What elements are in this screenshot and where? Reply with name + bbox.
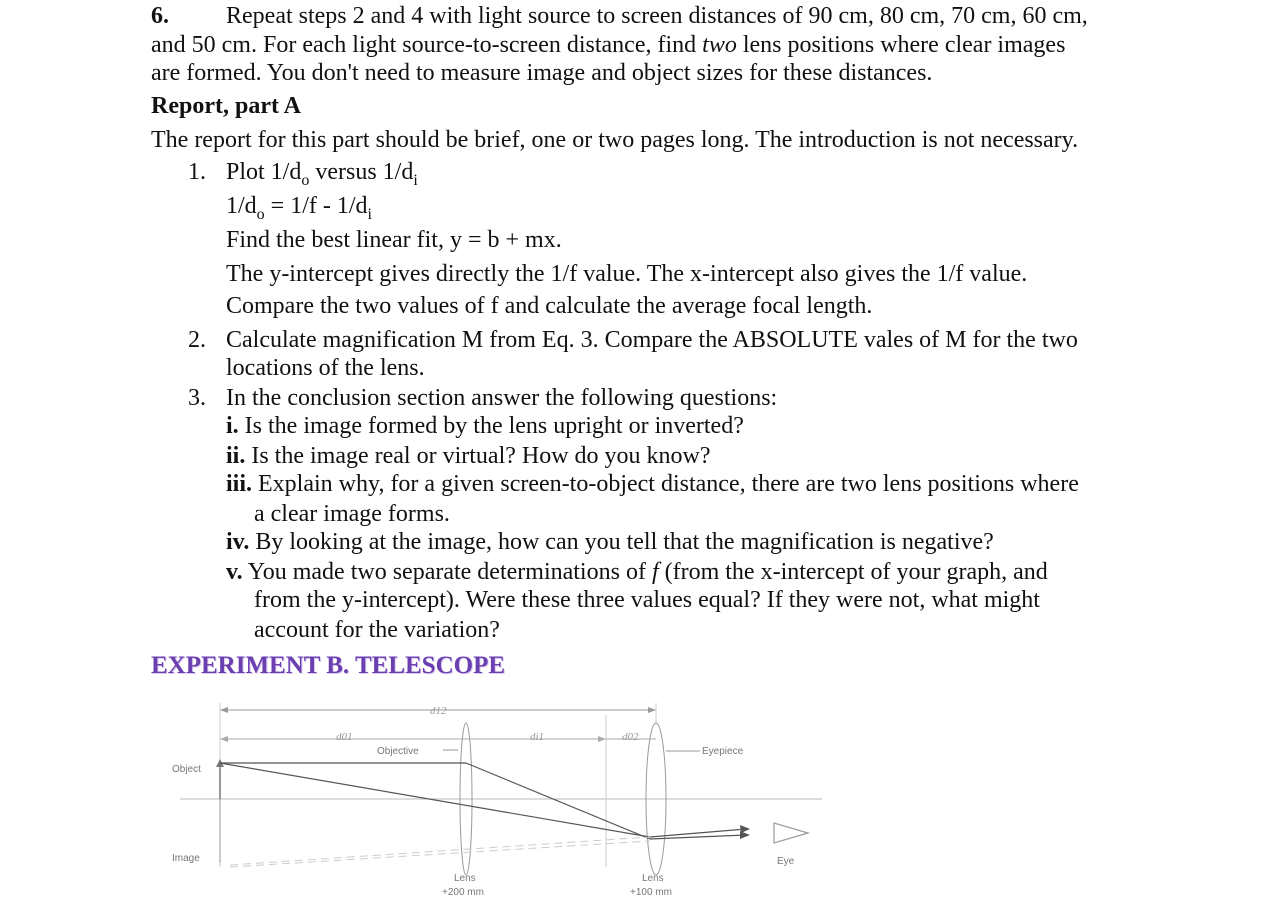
item2-line2: locations of the lens.: [226, 355, 425, 381]
item2-line1: Calculate magnification M from Eq. 3. Compare the ABSOLUTE vales of M for the two: [226, 327, 1078, 353]
question-v-cont2: account for the variation?: [254, 617, 500, 643]
item1-compare: Compare the two values of f and calculate the average focal length.: [226, 293, 873, 319]
label-eyepiece: Eyepiece: [702, 746, 744, 757]
question-iii-cont: a clear image forms.: [254, 501, 450, 527]
experiment-b-heading: EXPERIMENT B. TELESCOPE: [151, 652, 506, 679]
question-i: i. Is the image formed by the lens upright or inverted?: [226, 413, 744, 439]
item2-number: 2.: [188, 327, 206, 353]
eye-icon: [774, 823, 808, 843]
item1-fit: Find the best linear fit, y = b + mx.: [226, 227, 562, 253]
label-d02: d02: [622, 731, 639, 743]
step-number: 6.: [151, 3, 169, 29]
step6-line3: are formed. You don't need to measure image and object sizes for these distances.: [151, 60, 933, 86]
virtual-ray-1: [230, 837, 650, 865]
item1-plot: Plot $1/d_o$ versus $1/d_i$: [226, 159, 418, 189]
label-d12: d12: [430, 705, 447, 717]
step6-line1: Repeat steps 2 and 4 with light source to screen distances of 90 cm, 80 cm, 70 cm, 60 cm,: [226, 3, 1088, 29]
step6-line2: and 50 cm. For each light source-to-screen distance, find two lens positions where clear images: [151, 32, 1066, 58]
question-v: v. You made two separate determinations of f (from the x-intercept of your graph, and: [226, 559, 1048, 585]
question-iii: iii. Explain why, for a given screen-to-object distance, there are two lens positions where: [226, 471, 1079, 497]
question-v-cont1: from the y-intercept). Were these three values equal? If they were not, what might: [254, 587, 1040, 613]
report-intro: The report for this part should be brief, one or two pages long. The introduction is not necessary.: [151, 127, 1079, 153]
question-ii: ii. Is the image real or virtual? How do you know?: [226, 443, 711, 469]
item1-intercept: The y-intercept gives directly the 1/f value. The x-intercept also gives the 1/f value.: [226, 261, 1028, 287]
label-d01: d01: [336, 731, 353, 743]
label-object: Object: [172, 764, 201, 775]
ray-refracted: [466, 763, 650, 839]
ray-central: [220, 763, 650, 837]
item1-equation: $1/d_o = 1/f - 1/d_i$: [226, 193, 372, 223]
item3-line1: In the conclusion section answer the following questions:: [226, 385, 778, 411]
label-lens2-focal: +100 mm: [630, 887, 672, 898]
label-objective: Objective: [377, 746, 419, 757]
report-heading: Report, part A: [151, 93, 301, 119]
question-iv: iv. By looking at the image, how can you tell that the magnification is negative?: [226, 529, 994, 555]
label-lens1-name: Lens: [454, 873, 476, 884]
label-lens1-focal: +200 mm: [442, 887, 484, 898]
label-di1: di1: [530, 731, 545, 743]
telescope-diagram: [160, 695, 840, 905]
item1-number: 1.: [188, 159, 206, 185]
label-lens2-name: Lens: [642, 873, 664, 884]
virtual-ray-2: [230, 841, 650, 867]
item3-number: 3.: [188, 385, 206, 411]
label-eye: Eye: [777, 856, 795, 867]
label-image: Image: [172, 853, 200, 864]
